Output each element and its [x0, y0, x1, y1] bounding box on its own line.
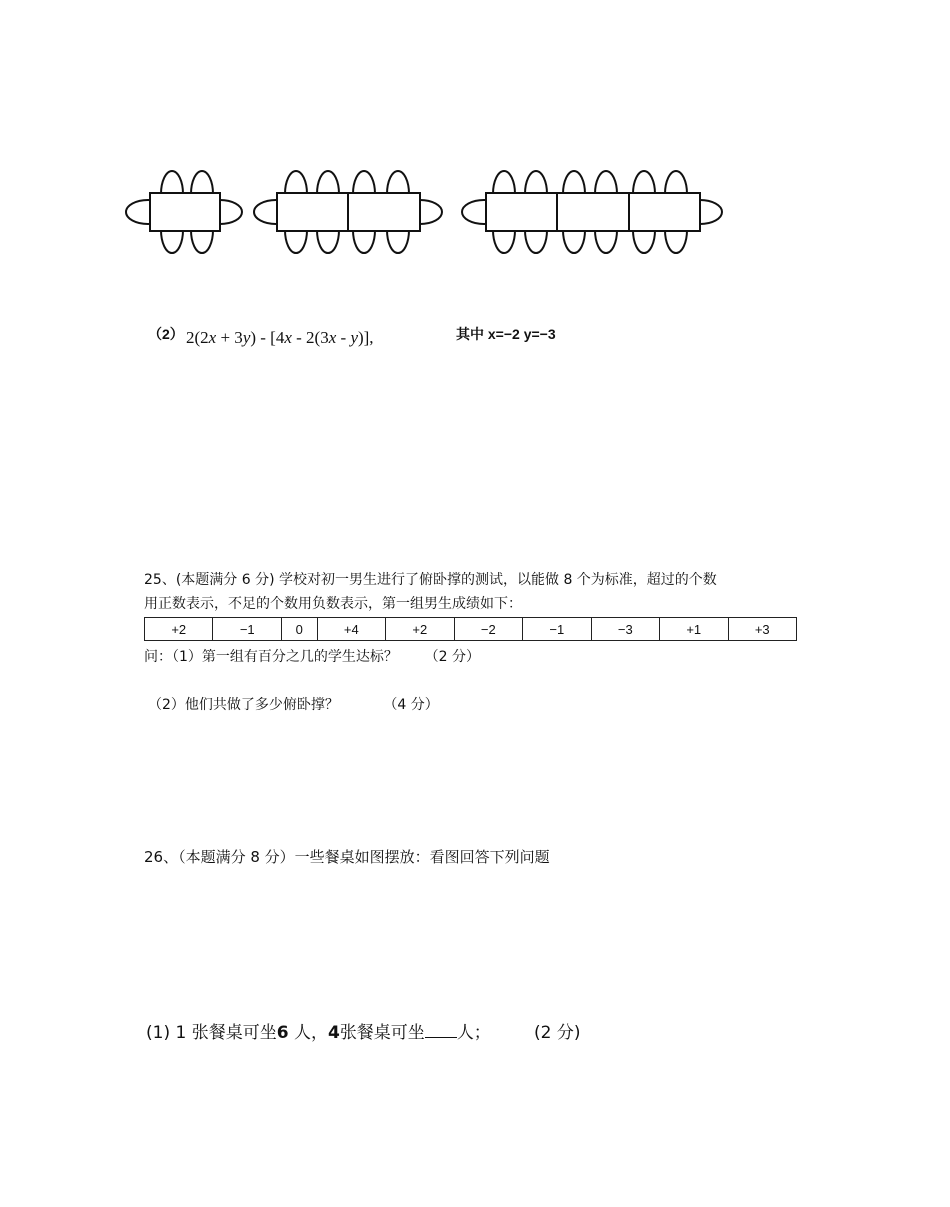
q26-sub1-end: 人； — [456, 1023, 491, 1043]
q25-score-table — [144, 617, 797, 641]
q26-intro: 26、（本题满分 8 分）一些餐桌如图摆放：看图回答下列问题 — [144, 848, 550, 866]
expr-var: y — [350, 328, 358, 347]
expr-part: )], — [357, 328, 374, 347]
dining-tables-svg — [124, 164, 734, 264]
expr-var: x — [328, 328, 337, 347]
score-cell: +4 — [317, 618, 385, 641]
table-group-2 — [254, 171, 442, 253]
score-cell: −2 — [454, 618, 522, 641]
q26-sub1-num2: 4 — [327, 1023, 340, 1043]
q26-sub1 — [146, 1018, 581, 1043]
expr-var: y — [242, 328, 251, 347]
score-cell: −1 — [523, 618, 591, 641]
q25-sub1: 问：（1）第一组有百分之几的学生达标？ （2 分） — [144, 649, 480, 665]
q26-sub1-post: 张餐桌可坐 — [339, 1023, 425, 1043]
q24-2-label: （2） — [148, 326, 184, 342]
score-cell: +1 — [660, 618, 728, 641]
q24-2-condition: 其中 x=−2 y=−3 — [456, 326, 556, 342]
score-cell: +3 — [728, 618, 797, 641]
q26-sub1-num1: 6 — [276, 1023, 289, 1043]
q25-intro — [144, 568, 814, 616]
q24-2-expression — [186, 328, 374, 348]
q26-sub1-score: (2 分) — [534, 1023, 581, 1043]
score-cell: 0 — [281, 618, 317, 641]
dining-tables-figure — [124, 164, 734, 264]
expr-part: + 3 — [216, 328, 243, 347]
score-cell: −1 — [213, 618, 281, 641]
q25-sub2: （2）他们共做了多少俯卧撑？ （4 分） — [148, 697, 439, 713]
score-cell: +2 — [145, 618, 213, 641]
q26-sub1-pre: (1) 1 张餐桌可坐 — [146, 1023, 277, 1043]
expr-part: - 2(3 — [291, 328, 329, 347]
score-cell: −3 — [591, 618, 659, 641]
q26-sub1-mid: 人， — [288, 1023, 328, 1043]
expr-part: 2(2 — [186, 328, 209, 347]
expr-part: ) - [4 — [250, 328, 285, 347]
expr-var: x — [208, 328, 217, 347]
answer-blank[interactable] — [425, 1023, 457, 1038]
expr-part: - — [336, 328, 351, 347]
table-row — [145, 618, 797, 641]
score-cell: +2 — [386, 618, 454, 641]
q25-intro-line2: 用正数表示，不足的个数用负数表示，第一组男生成绩如下： — [144, 596, 522, 612]
table-group-1 — [126, 171, 242, 253]
table-group-3 — [462, 171, 722, 253]
q25-intro-line1: 25、(本题满分 6 分) 学校对初一男生进行了俯卧撑的测试，以能做 8 个为标准，超过的个数 — [144, 572, 717, 588]
expr-var: x — [284, 328, 292, 347]
